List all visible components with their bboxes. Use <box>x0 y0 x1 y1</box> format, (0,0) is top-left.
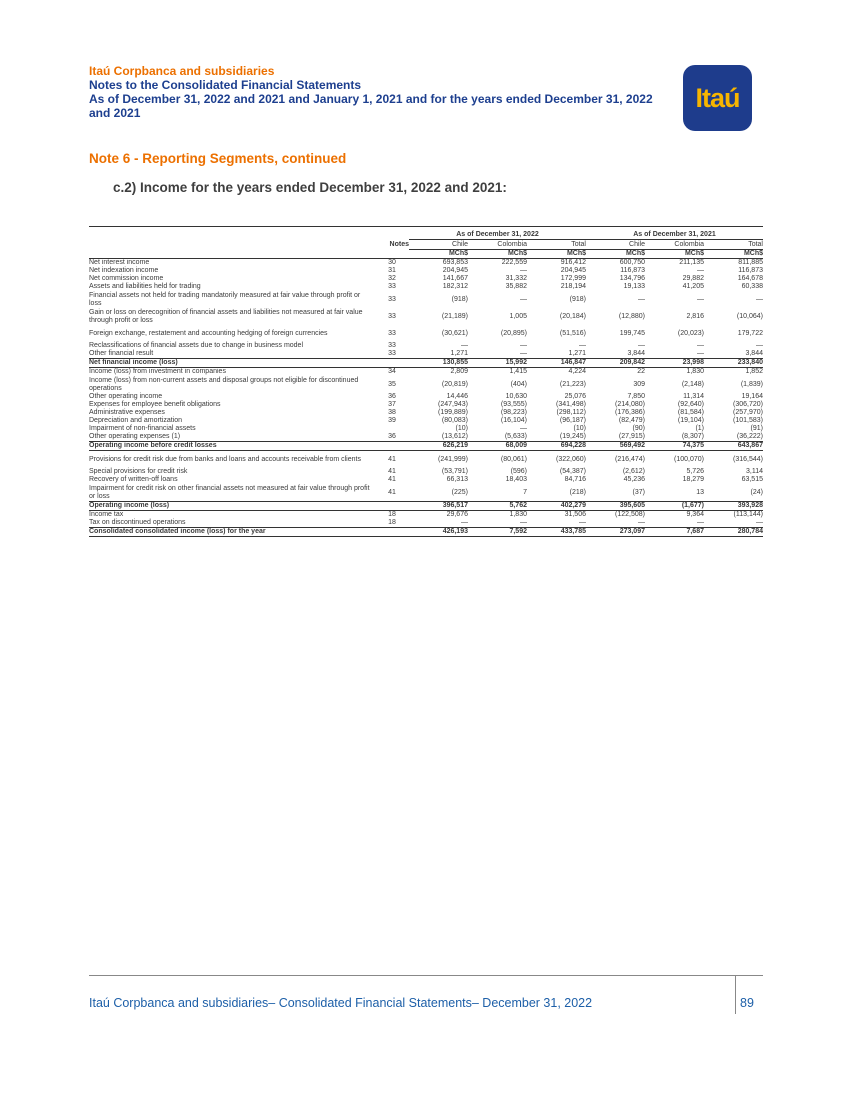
period-2021-header: As of December 31, 2021 <box>586 230 763 240</box>
row-value: — <box>697 519 704 526</box>
row-value: 626,219 <box>409 442 468 451</box>
row-value: 18,279 <box>682 476 704 483</box>
row-value: 395,605 <box>586 502 645 511</box>
row-label: Provisions for credit risk due from banks and loans and accounts receivable from clients <box>89 455 361 463</box>
period-2022-header: As of December 31, 2022 <box>409 230 586 240</box>
row-value: (91) <box>750 425 763 432</box>
row-note: 33 <box>388 283 396 290</box>
row-note <box>375 359 409 368</box>
row-value: — <box>697 350 704 357</box>
unit-label: MCh$ <box>586 250 645 259</box>
row-value: (306,720) <box>733 401 763 408</box>
row-value: (216,474) <box>615 455 645 463</box>
row-value: — <box>520 267 527 274</box>
table-row <box>89 502 763 511</box>
row-value: — <box>638 519 645 526</box>
row-value: 63,515 <box>741 476 763 483</box>
row-value: (19,245) <box>559 433 586 440</box>
row-value: 204,945 <box>442 267 468 274</box>
row-value: (96,187) <box>559 417 586 424</box>
row-value: 199,745 <box>619 329 645 337</box>
row-value: (5,633) <box>504 433 527 440</box>
row-value: (241,999) <box>438 455 468 463</box>
row-value: (12,880) <box>618 312 645 320</box>
row-label: Operating income (loss) <box>89 502 375 511</box>
unit-label: MCh$ <box>409 250 468 259</box>
table-row <box>89 417 763 425</box>
table-row <box>89 275 763 283</box>
row-value: (122,508) <box>615 511 645 518</box>
table-row <box>89 401 763 409</box>
row-value: — <box>756 295 763 303</box>
table-row <box>89 442 763 451</box>
row-value: — <box>756 519 763 526</box>
row-value: 31,506 <box>564 511 586 518</box>
row-value: 280,784 <box>704 528 763 537</box>
row-value: — <box>579 519 586 526</box>
row-value: 569,492 <box>586 442 645 451</box>
row-value: (225) <box>451 488 468 496</box>
row-value: 31,332 <box>505 275 527 282</box>
document-header <box>89 64 679 120</box>
row-value: 2,816 <box>686 312 704 320</box>
row-note <box>375 425 409 433</box>
table-row <box>89 325 763 342</box>
row-value: — <box>520 425 527 432</box>
row-value: (93,555) <box>500 401 527 408</box>
row-value: (1,677) <box>645 502 704 511</box>
row-value: (24) <box>750 488 763 496</box>
row-value: (37) <box>632 488 645 496</box>
header-line-1: Notes to the Consolidated Financial Statements <box>89 78 362 92</box>
row-value: — <box>697 295 704 303</box>
row-value: 1,830 <box>686 368 704 375</box>
row-label: Special provisions for credit risk <box>89 468 188 475</box>
row-value: 1,830 <box>509 511 527 518</box>
row-value: 7 <box>523 488 527 496</box>
row-value: (316,544) <box>733 455 763 463</box>
row-value: (81,584) <box>677 409 704 416</box>
row-value: 141,667 <box>442 275 468 282</box>
row-value: (218) <box>569 488 586 496</box>
row-value: 204,945 <box>560 267 586 274</box>
row-note: 38 <box>388 409 396 416</box>
row-value: (100,070) <box>674 455 704 463</box>
row-value: 66,313 <box>446 476 468 483</box>
row-value: (90) <box>632 425 645 432</box>
table-row <box>89 368 763 377</box>
row-value: 233,840 <box>704 359 763 368</box>
row-value: 13 <box>696 488 704 496</box>
row-value: — <box>520 350 527 357</box>
row-note: 36 <box>388 433 396 440</box>
table-row <box>89 511 763 520</box>
row-value: 5,726 <box>686 468 704 475</box>
table-row <box>89 484 763 502</box>
row-value: (918) <box>451 295 468 303</box>
row-value: 3,114 <box>746 468 763 475</box>
row-note: 33 <box>388 295 396 303</box>
row-value: (51,516) <box>559 329 586 337</box>
row-value: (53,791) <box>441 468 468 475</box>
row-value: 2,809 <box>450 368 468 375</box>
table-row <box>89 350 763 359</box>
row-value: 172,999 <box>560 275 586 282</box>
row-label: Net indexation income <box>89 267 159 274</box>
table-row <box>89 359 763 368</box>
row-value: (113,144) <box>733 511 763 518</box>
table-row <box>89 342 763 350</box>
unit-label: MCh$ <box>468 250 527 259</box>
row-label: Impairment of non-financial assets <box>89 425 196 432</box>
row-value: — <box>697 342 704 349</box>
row-note: 33 <box>388 350 396 357</box>
row-value: 211,135 <box>679 259 704 266</box>
row-value: 18,403 <box>505 476 527 483</box>
row-value: 426,193 <box>409 528 468 537</box>
table-row <box>89 519 763 528</box>
row-value: (20,023) <box>677 329 704 337</box>
row-label: Financial assets not held for trading mandatorily measured at fair value through profit or loss <box>89 291 361 307</box>
table-row <box>89 468 763 476</box>
row-value: 5,762 <box>468 502 527 511</box>
row-value: 1,271 <box>568 350 586 357</box>
row-value: (82,479) <box>618 417 645 424</box>
row-note: 32 <box>388 275 396 282</box>
row-value: 84,716 <box>564 476 586 483</box>
row-value: 273,097 <box>586 528 645 537</box>
row-label: Consolidated consolidated income (loss) for the year <box>89 528 375 537</box>
row-value: 309 <box>633 380 645 388</box>
row-label: Tax on discontinued operations <box>89 519 186 526</box>
unit-label: MCh$ <box>527 250 586 259</box>
row-value: 811,885 <box>738 259 763 266</box>
row-value: 7,592 <box>468 528 527 537</box>
row-value: (10) <box>455 425 468 432</box>
row-note <box>375 502 409 511</box>
row-value: — <box>697 267 704 274</box>
itau-logo <box>683 65 752 131</box>
row-value: (2,612) <box>622 468 645 475</box>
notes-header: Notes <box>389 240 409 248</box>
row-value: (80,083) <box>441 417 468 424</box>
row-note: 35 <box>388 380 396 388</box>
col-colombia-2022: Colombia <box>468 240 527 250</box>
row-value: 1,005 <box>509 312 527 320</box>
row-value: (13,612) <box>441 433 468 440</box>
header-line-3: and 2021 <box>89 106 141 120</box>
row-note: 36 <box>388 393 396 400</box>
table-row <box>89 433 763 442</box>
row-value: 146,847 <box>527 359 586 368</box>
row-note: 34 <box>388 368 396 375</box>
col-chile-2021: Chile <box>586 240 645 250</box>
row-value: 1,415 <box>509 368 527 375</box>
row-label: Income (loss) from non-current assets and disposal groups not eligible for discontinued operations <box>89 376 359 392</box>
row-value: 41,205 <box>682 283 704 290</box>
logo-text: Itaú <box>695 83 740 113</box>
row-value: 7,850 <box>627 393 645 400</box>
row-value: — <box>638 295 645 303</box>
row-note: 30 <box>388 259 396 266</box>
unit-label: MCh$ <box>645 250 704 259</box>
row-value: (596) <box>510 468 527 475</box>
row-value: 19,133 <box>623 283 645 290</box>
row-label: Gain or loss on derecognition of financial assets and liabilities not measured at fair value through profit or loss <box>89 308 363 324</box>
table-row <box>89 393 763 401</box>
row-note: 41 <box>388 455 396 463</box>
row-value: 393,928 <box>704 502 763 511</box>
row-value: 116,873 <box>620 267 645 274</box>
row-label: Foreign exchange, restatement and accounting hedging of foreign currencies <box>89 329 328 337</box>
row-value: (322,060) <box>556 455 586 463</box>
row-value: (19,104) <box>677 417 704 424</box>
row-label: Operating income before credit losses <box>89 442 375 451</box>
row-label: Recovery of written-off loans <box>89 476 178 483</box>
row-label: Expenses for employee benefit obligations <box>89 401 221 408</box>
row-value: — <box>461 342 468 349</box>
row-value: — <box>461 519 468 526</box>
row-label: Administrative expenses <box>89 409 165 416</box>
row-note <box>375 528 409 537</box>
row-value: 9,364 <box>686 511 704 518</box>
row-value: 1,271 <box>450 350 468 357</box>
row-value: 29,676 <box>446 511 468 518</box>
row-value: (54,387) <box>559 468 586 475</box>
row-value: (247,943) <box>438 401 468 408</box>
row-value: — <box>756 342 763 349</box>
row-note: 31 <box>388 267 396 274</box>
row-label: Depreciation and amortization <box>89 417 182 424</box>
row-value: 29,882 <box>682 275 704 282</box>
section-title: c.2) Income for the years ended December 31, 2022 and 2021: <box>113 180 507 195</box>
row-value: 116,873 <box>738 267 763 274</box>
row-value: (10) <box>573 425 586 432</box>
row-value: (21,189) <box>441 312 468 320</box>
row-value: 396,517 <box>409 502 468 511</box>
footer-text: Itaú Corpbanca and subsidiaries– Consolidated Financial Statements– December 31, 2022 <box>89 996 593 1010</box>
row-value: 694,228 <box>527 442 586 451</box>
row-value: (341,498) <box>556 401 586 408</box>
page-number: 89 <box>740 996 754 1010</box>
col-total-2021: Total <box>704 240 763 250</box>
row-value: 402,279 <box>527 502 586 511</box>
row-label: Net commission income <box>89 275 164 282</box>
row-value: 11,314 <box>683 393 704 400</box>
row-value: 10,630 <box>505 393 527 400</box>
row-value: 14,446 <box>446 393 468 400</box>
row-value: (20,895) <box>500 329 527 337</box>
row-value: — <box>638 342 645 349</box>
table-row <box>89 291 763 308</box>
company-name: Itaú Corpbanca and subsidiaries <box>89 64 275 78</box>
row-value: 7,687 <box>645 528 704 537</box>
col-colombia-2021: Colombia <box>645 240 704 250</box>
row-label: Reclassifications of financial assets due to change in business model <box>89 342 304 349</box>
row-value: 19,164 <box>741 393 763 400</box>
row-value: — <box>520 342 527 349</box>
row-note: 33 <box>388 329 396 337</box>
table-row <box>89 267 763 275</box>
note-title: Note 6 - Reporting Segments, continued <box>89 151 347 166</box>
row-value: 15,992 <box>468 359 527 368</box>
row-value: (404) <box>510 380 527 388</box>
row-value: 1,852 <box>745 368 763 375</box>
row-note: 39 <box>388 417 396 424</box>
row-value: (214,080) <box>615 401 645 408</box>
row-value: (1) <box>695 425 704 432</box>
col-total-2022: Total <box>527 240 586 250</box>
row-value: (1,839) <box>740 380 763 388</box>
income-table <box>89 226 763 537</box>
row-note: 18 <box>388 519 396 526</box>
row-label: Impairment for credit risk on other financial assets not measured at fair value through profit or loss <box>89 484 370 500</box>
row-value: 68,009 <box>468 442 527 451</box>
table-row <box>89 476 763 484</box>
row-value: (257,970) <box>733 409 763 416</box>
row-value: 600,750 <box>619 259 645 266</box>
row-label: Assets and liabilities held for trading <box>89 283 201 290</box>
row-value: 164,678 <box>737 275 763 282</box>
row-value: (10,064) <box>736 312 763 320</box>
row-value: 74,375 <box>645 442 704 451</box>
row-value: 130,855 <box>409 359 468 368</box>
table-row <box>89 308 763 325</box>
row-value: (8,307) <box>681 433 704 440</box>
row-value: 218,194 <box>560 283 586 290</box>
row-value: (176,386) <box>615 409 645 416</box>
row-value: (20,184) <box>559 312 586 320</box>
row-value: (27,915) <box>618 433 645 440</box>
row-value: 4,224 <box>568 368 586 375</box>
row-value: 3,844 <box>745 350 763 357</box>
row-value: (2,148) <box>681 380 704 388</box>
table-row <box>89 528 763 537</box>
row-value: 35,882 <box>505 283 527 290</box>
table-row <box>89 425 763 433</box>
row-value: 916,412 <box>560 259 586 266</box>
row-value: 209,842 <box>586 359 645 368</box>
row-value: — <box>579 342 586 349</box>
table-row <box>89 259 763 268</box>
row-note: 33 <box>388 312 396 320</box>
row-label: Net interest income <box>89 259 150 266</box>
row-value: 222,559 <box>501 259 527 266</box>
row-value: — <box>520 295 527 303</box>
row-note: 33 <box>388 342 396 349</box>
row-value: (80,061) <box>500 455 527 463</box>
row-label: Other financial result <box>89 350 154 357</box>
col-chile-2022: Chile <box>409 240 468 250</box>
row-value: (30,621) <box>441 329 468 337</box>
row-value: 179,722 <box>737 329 763 337</box>
row-label: Other operating expenses (1) <box>89 433 181 440</box>
row-value: (101,583) <box>733 417 763 424</box>
row-value: (92,640) <box>677 401 704 408</box>
row-value: (918) <box>569 295 586 303</box>
unit-label: MCh$ <box>704 250 763 259</box>
row-value: (16,104) <box>500 417 527 424</box>
row-label: Income (loss) from investment in companies <box>89 368 226 375</box>
row-value: 45,236 <box>623 476 645 483</box>
row-value: — <box>520 519 527 526</box>
row-value: 433,785 <box>527 528 586 537</box>
row-label: Net financial income (loss) <box>89 359 375 368</box>
row-label: Income tax <box>89 511 124 518</box>
row-value: (298,112) <box>556 409 586 416</box>
row-value: (20,819) <box>441 380 468 388</box>
row-value: (98,223) <box>500 409 527 416</box>
row-value: 134,796 <box>619 275 645 282</box>
row-value: 60,338 <box>741 283 763 290</box>
row-note: 18 <box>388 511 396 518</box>
row-value: 22 <box>637 368 645 375</box>
row-value: (36,222) <box>736 433 763 440</box>
row-value: 23,998 <box>645 359 704 368</box>
footer-vertical-divider <box>735 976 736 1014</box>
row-note: 37 <box>388 401 396 408</box>
header-line-2: As of December 31, 2022 and 2021 and January 1, 2021 and for the years ended December 31, 2022 <box>89 92 653 106</box>
row-value: 3,844 <box>627 350 645 357</box>
table-row <box>89 451 763 469</box>
row-value: 182,312 <box>442 283 468 290</box>
row-note: 41 <box>388 468 396 475</box>
row-note <box>375 442 409 451</box>
row-value: (199,889) <box>438 409 468 416</box>
row-value: 643,867 <box>704 442 763 451</box>
row-note: 41 <box>388 476 396 483</box>
row-value: (21,223) <box>559 380 586 388</box>
table-row <box>89 283 763 291</box>
footer-divider <box>89 975 763 976</box>
row-label: Other operating income <box>89 393 163 400</box>
table-row <box>89 409 763 417</box>
row-value: 25,076 <box>564 393 586 400</box>
table-row <box>89 376 763 393</box>
row-value: 693,853 <box>442 259 468 266</box>
row-note: 41 <box>388 488 396 496</box>
